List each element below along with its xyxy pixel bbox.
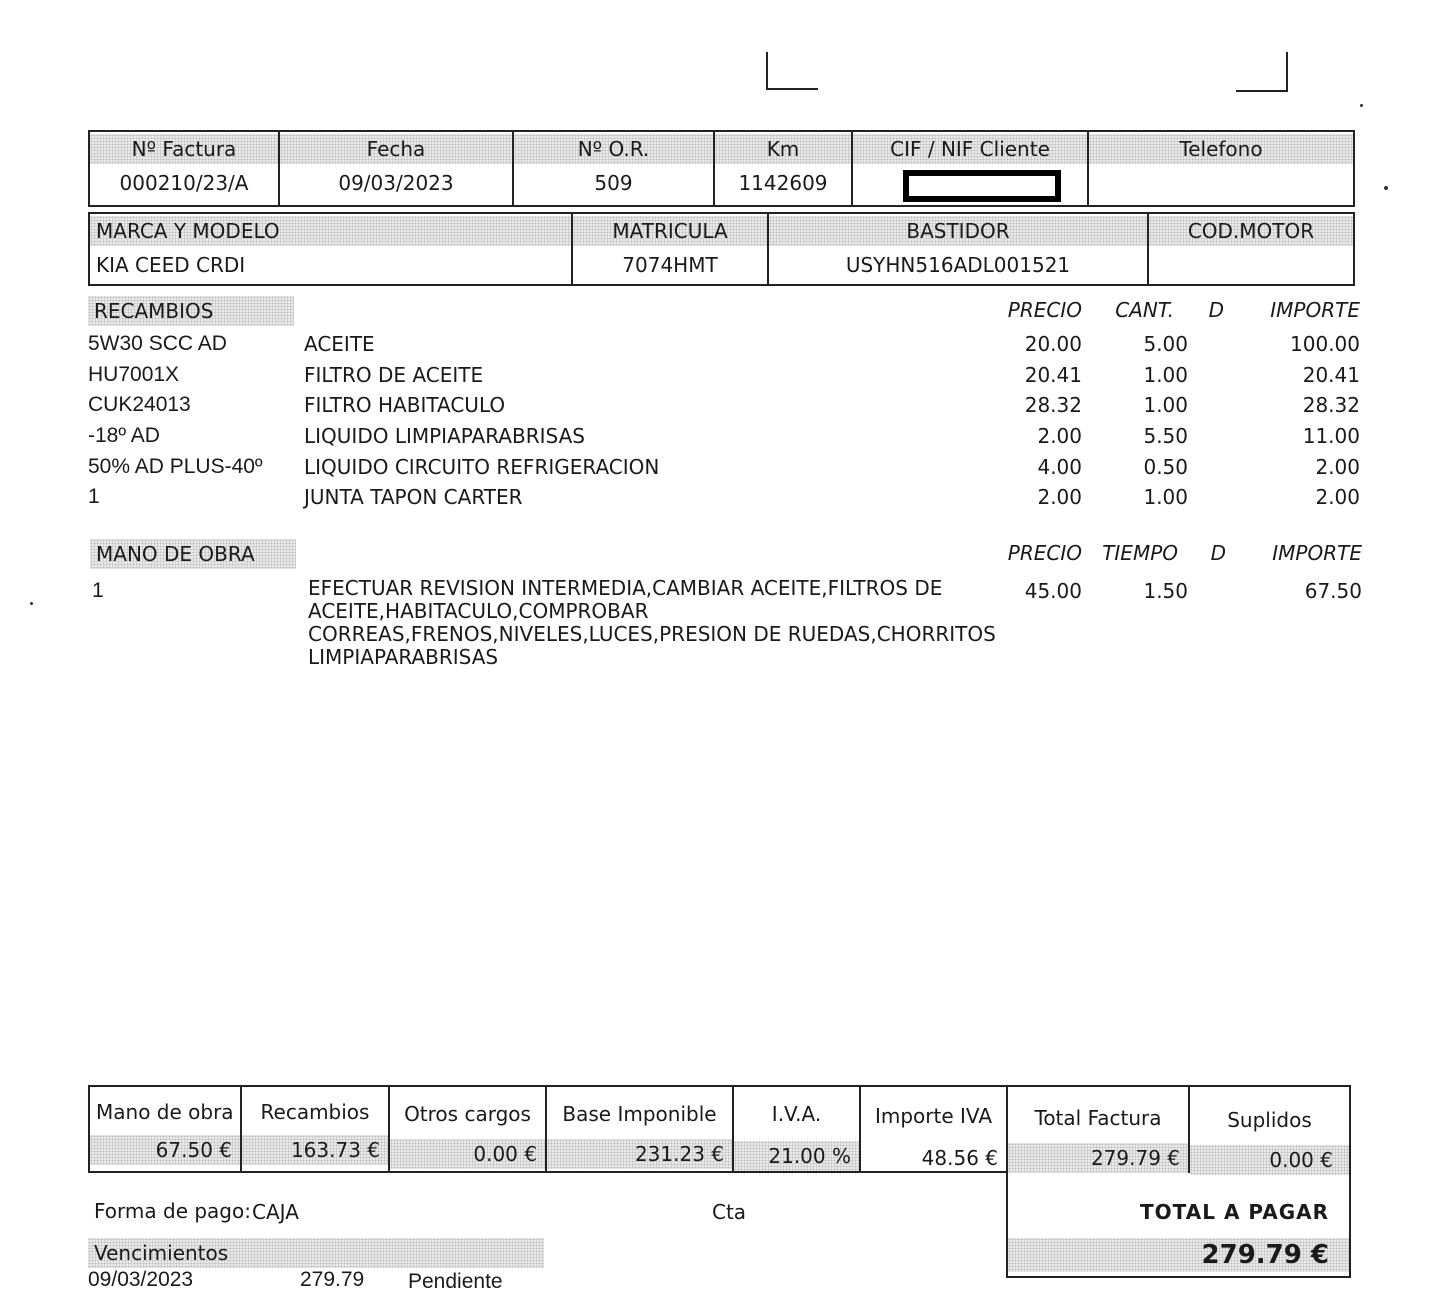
telefono-label: Telefono [1089, 134, 1353, 164]
labor-col-d: D [1210, 541, 1226, 565]
tax-base-value: 231.23 € [547, 1139, 732, 1169]
corner-mark-right [1236, 52, 1288, 92]
plate-label: MATRICULA [573, 216, 767, 246]
or-number-value: 509 [594, 171, 633, 195]
tax-base-cell [547, 1087, 734, 1171]
cif-label: CIF / NIF Cliente [853, 134, 1087, 164]
km-cell [715, 132, 853, 205]
vat-rate-value: 21.00 % [734, 1141, 859, 1171]
due-amount: 279.79 [300, 1268, 365, 1291]
invoice-total-cell [1008, 1087, 1190, 1171]
part-amount: 28.32 [1302, 393, 1360, 417]
part-desc: LIQUIDO CIRCUITO REFRIGERACION [304, 455, 660, 479]
labor-price: 45.00 [1024, 579, 1082, 603]
invoice-header-table [88, 130, 1355, 207]
chassis-label: BASTIDOR [769, 216, 1147, 246]
suplidos-cell [1190, 1087, 1349, 1171]
chassis-value: USYHN516ADL001521 [845, 253, 1071, 277]
scan-speck [1384, 186, 1388, 190]
labor-code: 1 [92, 579, 104, 602]
invoice-total-value: 279.79 € [1008, 1143, 1188, 1173]
redaction-box [903, 170, 1061, 202]
due-date: 09/03/2023 [88, 1268, 194, 1291]
total-parts-cell [242, 1087, 390, 1171]
part-code: HU7001X [88, 363, 180, 386]
labor-description [308, 577, 1008, 669]
payment-method-value: CAJA [252, 1200, 299, 1224]
date-value: 09/03/2023 [338, 171, 454, 195]
part-amount: 2.00 [1315, 455, 1360, 479]
total-labor-label: Mano de obra [96, 1100, 234, 1124]
cif-cell [853, 132, 1089, 205]
or-number-label: Nº O.R. [514, 134, 713, 164]
total-other-label: Otros cargos [404, 1102, 531, 1126]
telefono-cell [1089, 132, 1353, 205]
model-cell [90, 214, 573, 284]
date-cell [280, 132, 514, 205]
part-qty: 1.00 [1143, 363, 1188, 387]
part-qty: 1.00 [1143, 393, 1188, 417]
plate-value: 7074HMT [622, 253, 718, 277]
part-desc: JUNTA TAPON CARTER [304, 485, 523, 509]
total-other-cell [390, 1087, 547, 1171]
km-label: Km [715, 134, 851, 164]
date-label: Fecha [280, 134, 512, 164]
parts-row [88, 329, 1368, 359]
labor-desc-line: CORREAS,FRENOS,NIVELES,LUCES,PRESION DE RUEDAS,CHORRITOS [308, 622, 996, 646]
vat-amount-label: Importe IVA [874, 1104, 993, 1128]
total-other-value: 0.00 € [390, 1139, 545, 1169]
invoice-number-value: 000210/23/A [119, 171, 249, 195]
part-desc: LIQUIDO LIMPIAPARABRISAS [304, 424, 585, 448]
due-dates-label: Vencimientos [88, 1238, 544, 1268]
parts-row [88, 421, 1368, 451]
labor-time: 1.50 [1143, 579, 1188, 603]
corner-mark-left [766, 52, 818, 90]
vehicle-table [88, 212, 1355, 286]
account-label: Cta [712, 1200, 747, 1224]
invoice-number-label: Nº Factura [90, 134, 278, 164]
tax-base-label: Base Imponible [562, 1102, 717, 1126]
total-labor-value: 67.50 € [90, 1135, 240, 1165]
total-parts-label: Recambios [260, 1100, 370, 1124]
vat-rate-cell [734, 1087, 861, 1171]
total-to-pay-box [1006, 1172, 1351, 1278]
plate-cell [573, 214, 769, 284]
labor-amount: 67.50 [1304, 579, 1362, 603]
part-price: 28.32 [1024, 393, 1082, 417]
parts-section-title: RECAMBIOS [88, 296, 294, 326]
part-code: -18º AD [88, 424, 160, 447]
engine-code-cell [1149, 214, 1353, 284]
part-price: 20.41 [1024, 363, 1082, 387]
parts-row [88, 360, 1368, 390]
labor-col-precio: PRECIO [1007, 541, 1082, 565]
part-amount: 11.00 [1302, 424, 1360, 448]
part-qty: 5.00 [1143, 332, 1188, 356]
due-status: Pendiente [408, 1270, 503, 1293]
payment-method-label: Forma de pago: [94, 1199, 251, 1223]
labor-desc-line: LIMPIAPARABRISAS [308, 645, 499, 669]
parts-col-cant: CANT. [1115, 298, 1174, 322]
part-price: 20.00 [1024, 332, 1082, 356]
part-code: CUK24013 [88, 393, 191, 416]
scan-speck [30, 602, 33, 605]
labor-col-importe: IMPORTE [1272, 541, 1362, 565]
model-value: KIA CEED CRDI [96, 253, 246, 277]
part-price: 2.00 [1037, 424, 1082, 448]
total-to-pay-value: 279.79 € [1008, 1238, 1349, 1272]
total-parts-value: 163.73 € [242, 1135, 388, 1165]
labor-desc-line: ACEITE,HABITACULO,COMPROBAR [308, 599, 649, 623]
part-desc: FILTRO HABITACULO [304, 393, 506, 417]
part-amount: 20.41 [1302, 363, 1360, 387]
labor-col-tiempo: TIEMPO [1102, 541, 1178, 565]
part-amount: 100.00 [1290, 332, 1360, 356]
part-desc: FILTRO DE ACEITE [304, 363, 484, 387]
part-qty: 5.50 [1143, 424, 1188, 448]
suplidos-label: Suplidos [1227, 1108, 1312, 1132]
part-code: 1 [88, 485, 100, 508]
labor-desc-line: EFECTUAR REVISION INTERMEDIA,CAMBIAR ACEITE,FILTROS DE [308, 576, 943, 600]
part-qty: 0.50 [1143, 455, 1188, 479]
invoice-total-label: Total Factura [1034, 1106, 1162, 1130]
suplidos-value: 0.00 € [1190, 1145, 1349, 1175]
invoice-number-cell [90, 132, 280, 205]
part-code: 5W30 SCC AD [88, 332, 227, 355]
or-number-cell [514, 132, 715, 205]
km-value: 1142609 [738, 171, 828, 195]
totals-table [88, 1085, 1351, 1173]
parts-col-importe: IMPORTE [1270, 298, 1360, 322]
part-code: 50% AD PLUS-40º [88, 455, 263, 478]
parts-row [88, 482, 1368, 512]
total-to-pay-label: TOTAL A PAGAR [1140, 1200, 1329, 1224]
vat-amount-cell [861, 1087, 1008, 1171]
scan-speck [1360, 104, 1363, 107]
model-label: MARCA Y MODELO [90, 216, 571, 246]
parts-row [88, 452, 1368, 482]
part-price: 2.00 [1037, 485, 1082, 509]
labor-section-title: MANO DE OBRA [90, 539, 296, 569]
total-labor-cell [90, 1087, 242, 1171]
part-qty: 1.00 [1143, 485, 1188, 509]
part-desc: ACEITE [304, 332, 375, 356]
parts-col-precio: PRECIO [1007, 298, 1082, 322]
vat-amount-value: 48.56 € [921, 1146, 998, 1170]
engine-code-label: COD.MOTOR [1149, 216, 1353, 246]
chassis-cell [769, 214, 1149, 284]
parts-row [88, 390, 1368, 420]
parts-col-d: D [1208, 298, 1224, 322]
vat-rate-label: I.V.A. [771, 1102, 822, 1126]
part-price: 4.00 [1037, 455, 1082, 479]
part-amount: 2.00 [1315, 485, 1360, 509]
